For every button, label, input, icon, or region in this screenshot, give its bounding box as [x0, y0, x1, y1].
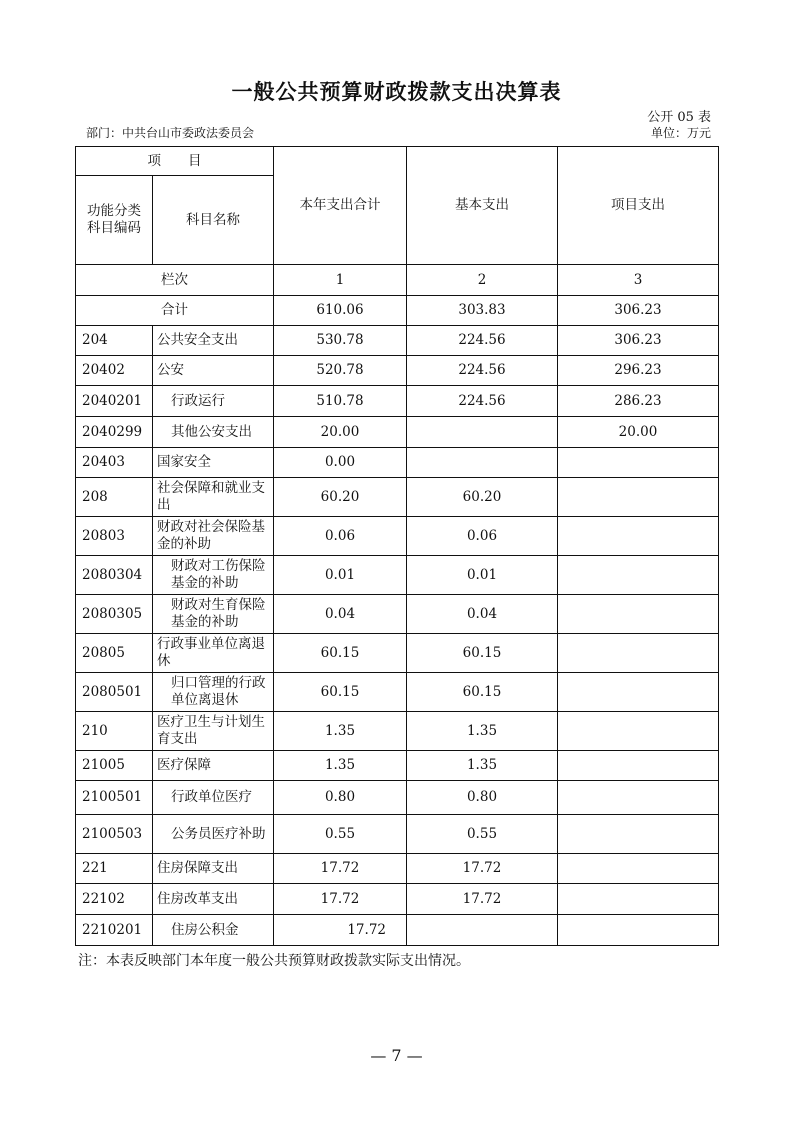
table-row: [76, 884, 719, 915]
row-project: [558, 854, 719, 884]
footnote: 注：本表反映部门本年度一般公共预算财政拨款实际支出情况。: [78, 953, 470, 969]
column-number-3: 3: [558, 265, 719, 296]
table-row: [76, 417, 719, 448]
total-row-project: 306.23: [558, 296, 719, 326]
department-label: 部门：中共台山市委政法委员会: [86, 126, 255, 140]
table-row: [76, 815, 719, 854]
column-number-2: 2: [407, 265, 558, 296]
row-subject-name: 公务员医疗补助: [153, 815, 274, 854]
table-row: [76, 478, 719, 517]
row-subject-name: 公共安全支出: [153, 326, 274, 356]
row-basic: 0.01: [407, 556, 558, 595]
row-project: [558, 673, 719, 712]
row-code: 2040299: [76, 417, 153, 448]
row-subject-name: 公安: [153, 356, 274, 386]
row-project: [558, 751, 719, 781]
row-basic: 224.56: [407, 326, 558, 356]
row-project: [558, 517, 719, 556]
row-total: 520.78: [274, 356, 407, 386]
row-basic: 60.20: [407, 478, 558, 517]
row-code: 20803: [76, 517, 153, 556]
row-basic: 0.55: [407, 815, 558, 854]
header-func-code: 功能分类科目编码: [76, 176, 153, 265]
table-row: [76, 854, 719, 884]
row-project: [558, 712, 719, 751]
row-subject-name: 住房改革支出: [153, 884, 274, 915]
row-project: 20.00: [558, 417, 719, 448]
table-row: [76, 634, 719, 673]
row-project: [558, 634, 719, 673]
total-row-basic: 303.83: [407, 296, 558, 326]
row-code: 208: [76, 478, 153, 517]
row-project: [558, 448, 719, 478]
row-basic: 224.56: [407, 386, 558, 417]
row-total: 0.01: [274, 556, 407, 595]
row-basic: 0.06: [407, 517, 558, 556]
row-code: 2080305: [76, 595, 153, 634]
row-subject-name: 财政对生育保险基金的补助: [153, 595, 274, 634]
row-code: 20402: [76, 356, 153, 386]
row-code: 20403: [76, 448, 153, 478]
row-subject-name: 社会保障和就业支出: [153, 478, 274, 517]
row-project: [558, 556, 719, 595]
row-code: 2080304: [76, 556, 153, 595]
row-basic: 60.15: [407, 673, 558, 712]
row-basic: [407, 448, 558, 478]
row-total: 0.00: [274, 448, 407, 478]
row-subject-name: 医疗保障: [153, 751, 274, 781]
row-subject-name: 财政对社会保险基金的补助: [153, 517, 274, 556]
page-number: — 7 —: [370, 1046, 423, 1065]
table-row: [76, 673, 719, 712]
table-row: [76, 712, 719, 751]
table-row: [76, 595, 719, 634]
total-row-label: 合计: [76, 296, 274, 326]
table-row: [76, 556, 719, 595]
header-subject-name: 科目名称: [153, 176, 274, 265]
column-label: 栏次: [76, 265, 274, 296]
row-project: [558, 884, 719, 915]
unit-label: 单位：万元: [650, 126, 711, 140]
row-total: 0.80: [274, 781, 407, 815]
header-total: 本年支出合计: [274, 147, 407, 265]
total-row-total: 610.06: [274, 296, 407, 326]
row-code: 2080501: [76, 673, 153, 712]
row-basic: 0.04: [407, 595, 558, 634]
row-basic: 1.35: [407, 751, 558, 781]
table-row: [76, 386, 719, 417]
row-code: 204: [76, 326, 153, 356]
table-row: [76, 915, 719, 946]
row-total: 1.35: [274, 751, 407, 781]
row-total: 17.72: [274, 854, 407, 884]
row-basic: 224.56: [407, 356, 558, 386]
row-project: [558, 781, 719, 815]
row-total: 17.72: [274, 884, 407, 915]
row-project: [558, 915, 719, 946]
row-basic: 0.80: [407, 781, 558, 815]
row-subject-name: 归口管理的行政单位离退休: [153, 673, 274, 712]
row-project: [558, 478, 719, 517]
row-basic: 17.72: [407, 854, 558, 884]
row-subject-name: 行政单位医疗: [153, 781, 274, 815]
row-code: 20805: [76, 634, 153, 673]
row-project: 296.23: [558, 356, 719, 386]
expenditure-table: [75, 146, 719, 946]
row-subject-name: 行政运行: [153, 386, 274, 417]
row-total: 0.06: [274, 517, 407, 556]
table-row: [76, 326, 719, 356]
row-total: 510.78: [274, 386, 407, 417]
row-code: 22102: [76, 884, 153, 915]
row-total: 0.55: [274, 815, 407, 854]
table-row: [76, 448, 719, 478]
row-total: 0.04: [274, 595, 407, 634]
row-basic: 1.35: [407, 712, 558, 751]
table-row: [76, 781, 719, 815]
row-total: 530.78: [274, 326, 407, 356]
row-code: 210: [76, 712, 153, 751]
row-code: 2100503: [76, 815, 153, 854]
table-row: [76, 751, 719, 781]
header-item: 项 目: [76, 147, 274, 176]
row-subject-name: 行政事业单位离退休: [153, 634, 274, 673]
row-total: 60.15: [274, 634, 407, 673]
row-code: 2040201: [76, 386, 153, 417]
row-code: 221: [76, 854, 153, 884]
row-subject-name: 国家安全: [153, 448, 274, 478]
row-subject-name: 住房公积金: [153, 915, 274, 946]
row-total: 1.35: [274, 712, 407, 751]
header-basic: 基本支出: [407, 147, 558, 265]
row-basic: 60.15: [407, 634, 558, 673]
header-project: 项目支出: [558, 147, 719, 265]
form-code: 公开 05 表: [647, 110, 711, 125]
row-code: 21005: [76, 751, 153, 781]
document-title: 一般公共预算财政拨款支出决算表: [231, 79, 562, 104]
row-subject-name: 其他公安支出: [153, 417, 274, 448]
row-project: [558, 815, 719, 854]
row-code: 2210201: [76, 915, 153, 946]
row-total: 17.72: [274, 915, 407, 946]
row-subject-name: 医疗卫生与计划生育支出: [153, 712, 274, 751]
row-project: [558, 595, 719, 634]
row-total: 20.00: [274, 417, 407, 448]
column-number-1: 1: [274, 265, 407, 296]
row-total: 60.20: [274, 478, 407, 517]
row-project: 286.23: [558, 386, 719, 417]
table-row: [76, 356, 719, 386]
row-subject-name: 住房保障支出: [153, 854, 274, 884]
row-project: 306.23: [558, 326, 719, 356]
row-basic: [407, 915, 558, 946]
table-row: [76, 517, 719, 556]
row-total: 60.15: [274, 673, 407, 712]
row-basic: [407, 417, 558, 448]
row-code: 2100501: [76, 781, 153, 815]
row-basic: 17.72: [407, 884, 558, 915]
row-subject-name: 财政对工伤保险基金的补助: [153, 556, 274, 595]
